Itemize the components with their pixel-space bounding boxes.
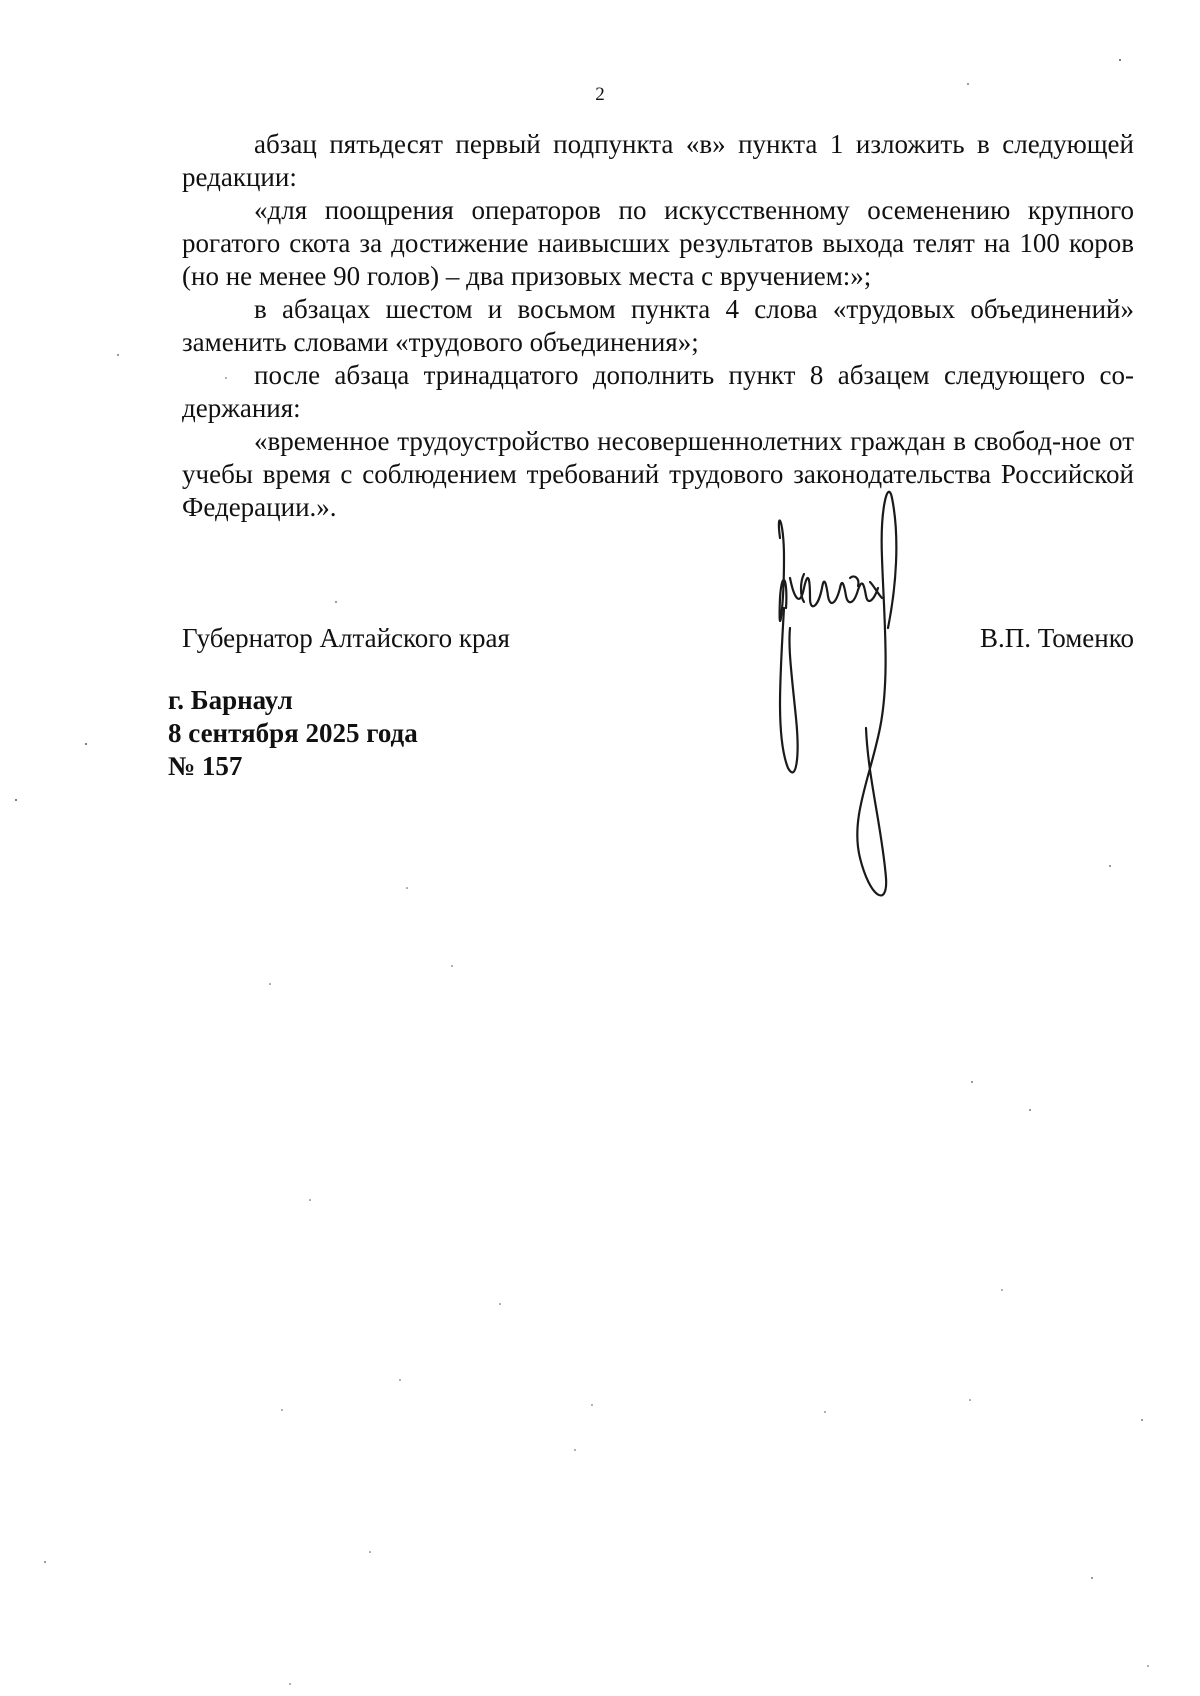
signatory-name: В.П. Томенко xyxy=(980,623,1134,653)
document-number: № 157 xyxy=(168,751,243,781)
paragraph-4: после абзаца тринадцатого дополнить пункт 8 абзацем следующего со-держания: xyxy=(182,360,1134,423)
page-number: 2 xyxy=(595,84,605,105)
paragraph-2: «для поощрения операторов по искусственному осеменению крупного рогатого скота за достижение наивысших результатов выхода телят на 100 коров (но не менее 90 голов) – два призовых места с вручением:»; xyxy=(182,195,1134,291)
signatory-role: Губернатор Алтайского края xyxy=(182,623,510,653)
paragraph-1: абзац пятьдесят первый подпункта «в» пункта 1 изложить в следующей редакции: xyxy=(182,129,1134,192)
paragraph-5: «временное трудоустройство несовершеннолетних граждан в свобод-ное от учебы время с соблюдением требований трудового законодательства Российской Федерации.». xyxy=(182,426,1134,522)
city: г. Барнаул xyxy=(168,685,293,715)
paragraph-3: в абзацах шестом и восьмом пункта 4 слова «трудовых объединений» заменить словами «трудового объединения»; xyxy=(182,294,1134,357)
date: 8 сентября 2025 года xyxy=(168,718,418,748)
